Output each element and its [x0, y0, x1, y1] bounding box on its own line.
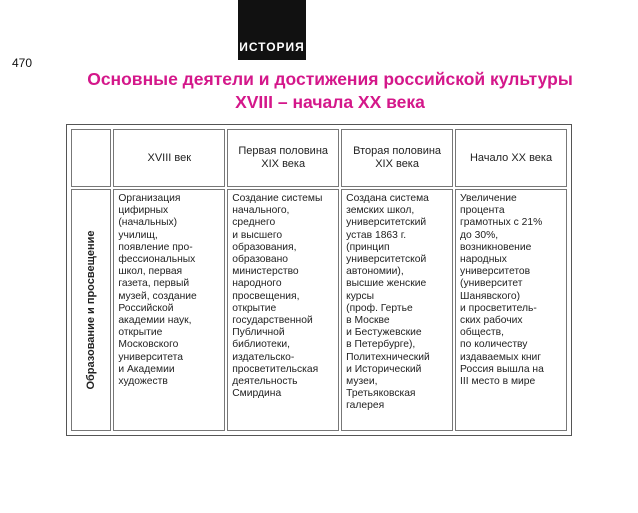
table-header-row — [71, 129, 567, 187]
row-header-label: Образование и просвещение — [85, 230, 98, 390]
section-badge: ИСТОРИЯ — [238, 0, 306, 60]
culture-table — [66, 124, 572, 436]
table-cell-late-19th-century: Создана система земских школ, университетский устав 1863 г. (принцип университетской автономии), высшие женские курсы (проф. Гертье в Москве и Бестужевские в Петербурге), Политехнический и Исторический музеи, Третьяковская галерея — [341, 189, 453, 431]
column-header-18th-century: XVIII век — [113, 129, 225, 187]
title-line-1: Основные деятели и достижения российской культуры — [87, 69, 573, 89]
row-header-education — [71, 189, 111, 431]
table-corner-cell — [71, 129, 111, 187]
column-header-late-19th-century: Вторая половина XIX века — [341, 129, 453, 187]
page-title — [60, 68, 600, 114]
page-number: 470 — [12, 56, 33, 70]
table-cell-18th-century: Организация цифирных (начальных) училищ, появление про- фессиональных школ, первая газета, первый музей, создание Российской академии наук, открытие Московского университета и Академии художеств — [113, 189, 225, 431]
title-line-2: XVIII – начала XX века — [235, 92, 425, 112]
culture-table-grid — [69, 127, 569, 433]
column-header-early-19th-century: Первая половина XIX века — [227, 129, 339, 187]
table-cell-early-20th-century: Увеличение процента грамотных с 21% до 30%, возникновение народных университетов (университет Шанявского) и просветитель- ских рабочих обществ, по количеству издаваемых книг Россия вышла на III место в мире — [455, 189, 567, 431]
column-header-early-20th-century: Начало XX века — [455, 129, 567, 187]
table-cell-early-19th-century: Создание системы начального, среднего и высшего образования, образовано министерство народного просвещения, открытие государственной Публичной библиотеки, издательско- просветительская деятельность Смирдина — [227, 189, 339, 431]
table-row — [71, 189, 567, 431]
